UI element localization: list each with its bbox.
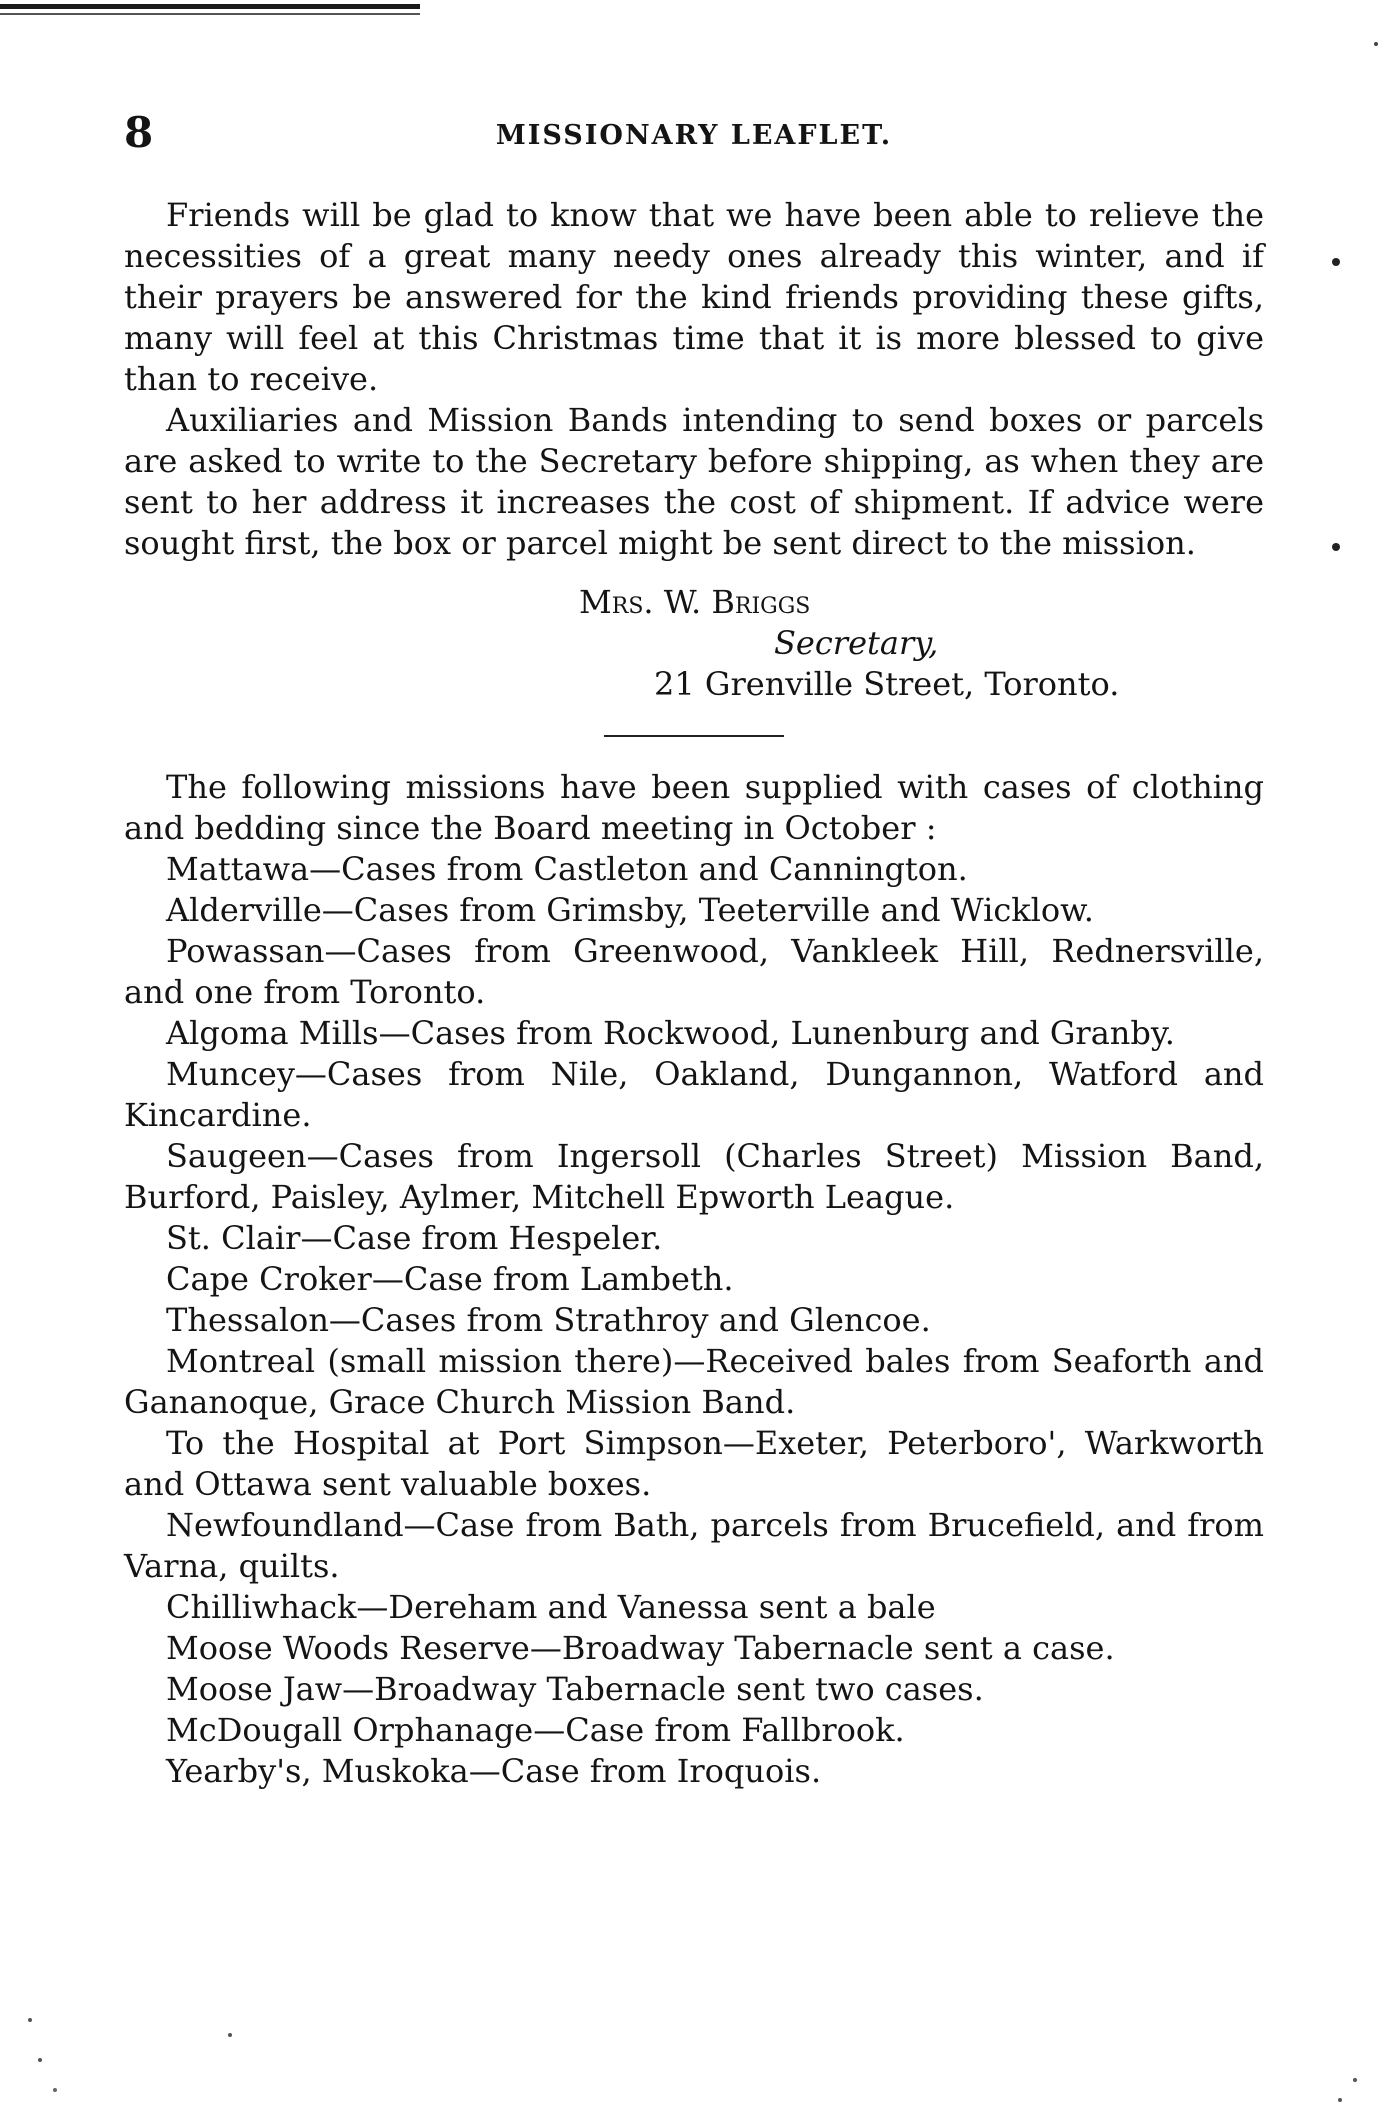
list-item: McDougall Orphanage—Case from Fallbrook. (166, 1711, 905, 1749)
list-item: Chilliwhack—Dereham and Vanessa sent a bale (166, 1588, 936, 1626)
list-item: Saugeen—Cases from Ingersoll (Charles Street) Mission Band, Burford, Paisley, Aylmer, Mitchell Epworth League. (124, 1137, 1264, 1216)
signature-address: 21 Grenville Street, Toronto. (654, 665, 1120, 703)
section-divider (604, 735, 784, 737)
scan-speck (1353, 2078, 1357, 2082)
signature-block (124, 582, 1264, 705)
top-border-rule-thin (0, 13, 420, 15)
scan-speck (228, 2033, 232, 2037)
list-item: St. Clair—Case from Hespeler. (166, 1219, 663, 1257)
signature-title: Secretary, (774, 624, 939, 662)
signature-name: Mrs. W. Briggs (579, 583, 811, 621)
list-item: Newfoundland—Case from Bath, parcels from Brucefield, and from Varna, quilts. (124, 1506, 1264, 1585)
page-number: 8 (124, 108, 154, 157)
list-item: Thessalon—Cases from Strathroy and Glencoe. (166, 1301, 931, 1339)
scan-speck (1338, 2098, 1342, 2102)
list-item: Moose Jaw—Broadway Tabernacle sent two cases. (166, 1670, 984, 1708)
running-title: MISSIONARY LEAFLET. (495, 120, 893, 151)
scan-speck (53, 2088, 57, 2092)
list-item: Yearby's, Muskoka—Case from Iroquois. (166, 1752, 822, 1790)
list-item: Montreal (small mission there)—Received bales from Seaforth and Gananoque, Grace Church Mission Band. (124, 1342, 1264, 1421)
page-header (124, 108, 1264, 158)
list-item: Mattawa—Cases from Castleton and Cannington. (166, 850, 968, 888)
list-item: Powassan—Cases from Greenwood, Vankleek Hill, Rednersville, and one from Toronto. (124, 932, 1264, 1011)
scan-speck (1374, 42, 1378, 46)
list-item: Alderville—Cases from Grimsby, Teeterville and Wicklow. (166, 891, 1094, 929)
missions-intro: The following missions have been supplied with cases of clothing and bedding since the Board meeting in October : (124, 768, 1264, 847)
list-item: Algoma Mills—Cases from Rockwood, Lunenburg and Granby. (166, 1014, 1175, 1052)
missions-list (124, 849, 1264, 1792)
list-item: To the Hospital at Port Simpson—Exeter, Peterboro', Warkworth and Ottawa sent valuable boxes. (124, 1424, 1264, 1503)
scan-speck (1332, 258, 1340, 266)
article-body (124, 195, 1264, 1792)
list-item: Muncey—Cases from Nile, Oakland, Dungannon, Watford and Kincardine. (124, 1055, 1264, 1134)
scan-speck (1332, 543, 1340, 551)
list-item: Moose Woods Reserve—Broadway Tabernacle sent a case. (166, 1629, 1115, 1667)
paragraph-thanks: Friends will be glad to know that we have been able to relieve the necessities of a great many needy ones already this winter, and if their prayers be answered for the kind friends providing these gifts, many will feel at this Christmas time that it is more blessed to give than to receive. (124, 196, 1264, 398)
paragraph-shipping: Auxiliaries and Mission Bands intending to send boxes or parcels are asked to write to the Secretary before shipping, as when they are sent to her address it increases the cost of shipment. If advice were sought first, the box or parcel might be sent direct to the mission. (124, 401, 1264, 562)
top-border-rule (0, 4, 420, 9)
scan-speck (28, 2018, 32, 2022)
scan-speck (38, 2058, 42, 2062)
list-item: Cape Croker—Case from Lambeth. (166, 1260, 734, 1298)
